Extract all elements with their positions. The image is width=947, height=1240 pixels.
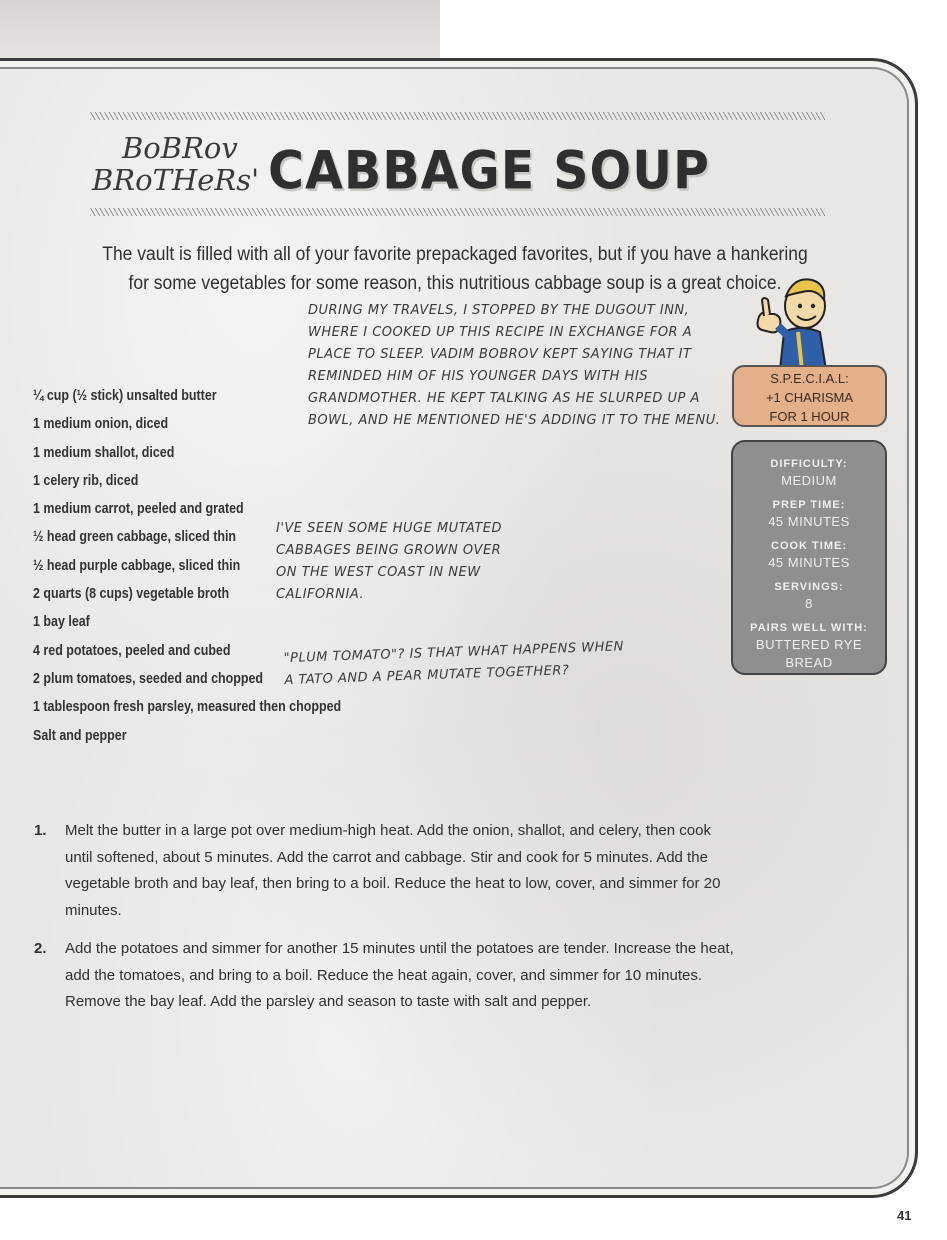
pairs-with-value: BUTTERED RYE BREAD	[755, 637, 863, 670]
ingredients-list	[33, 382, 391, 750]
special-duration: FOR 1 HOUR	[769, 409, 850, 424]
pairs-with-label: PAIRS WELL WITH:	[750, 622, 868, 634]
title-script-line1: BoBRov	[122, 131, 238, 165]
ingredient-item: ½ head purple cabbage, sliced thin	[33, 557, 241, 574]
difficulty-label: DIFFICULTY:	[770, 458, 848, 470]
ingredient-item: 1 bay leaf	[33, 614, 90, 631]
cook-time-value: 45 MINUTES	[768, 555, 850, 570]
step-text: Add the potatoes and simmer for another 15 minutes until the potatoes are tender. Increase the heat, add the tomatoes, and bring to a boil. Reduce the heat again, cover, and simmer for 10 minutes. Remove the bay leaf. Add the parsley and season to taste with salt and pepper.	[65, 940, 734, 1010]
note-dugout-inn: DURING MY TRAVELS, I STOPPED BY THE DUGOUT INN, WHERE I COOKED UP THIS RECIPE IN EXCHANGE FOR A PLACE TO SLEEP. VADIM BOBROV KEPT SAYING THAT IT REMINDED HIM OF HIS YOUNGER DAYS WITH HIS GRANDMOTHER. HE KEPT TALKING AS HE SLURPED UP A BOWL, AND HE MENTIONED HE'S ADDING IT TO THE MENU.	[308, 303, 721, 428]
instruction-step	[34, 936, 734, 1016]
title-script-line2: BRoTHeRs'	[92, 163, 260, 197]
instruction-step	[34, 818, 734, 924]
special-bonus-box	[732, 365, 887, 427]
ingredient-item: Salt and pepper	[33, 727, 127, 744]
ingredient-item: 1 medium onion, diced	[33, 416, 169, 433]
hatch-divider-bottom	[90, 208, 825, 216]
difficulty-value: MEDIUM	[781, 473, 837, 488]
step-number: 1.	[34, 822, 47, 839]
special-title: S.P.E.C.I.A.L:	[770, 371, 849, 386]
prep-time-value: 45 MINUTES	[768, 514, 850, 529]
ingredient-item: 1 medium shallot, diced	[33, 444, 175, 461]
ingredient-item: 2 plum tomatoes, seeded and chopped	[33, 670, 264, 687]
ingredient-item: ½ head green cabbage, sliced thin	[33, 529, 237, 546]
hatch-divider-top	[90, 112, 825, 120]
vault-boy-thumbs-up-icon	[750, 270, 850, 370]
note-mutated-cabbages: I'VE SEEN SOME HUGE MUTATED CABBAGES BEING GROWN OVER ON THE WEST COAST IN NEW CALIFORNIA.	[276, 521, 503, 602]
ingredient-item: 1 tablespoon fresh parsley, measured then chopped	[33, 699, 342, 716]
note-plum-tomato: "PLUM TOMATO"? IS THAT WHAT HAPPENS WHEN A TATO AND A PEAR MUTATE TOGETHER?	[283, 639, 625, 689]
prep-time-label: PREP TIME:	[772, 499, 846, 511]
step-text: Melt the butter in a large pot over medium-high heat. Add the onion, shallot, and celery, then cook until softened, about 5 minutes. Add the carrot and cabbage. Stir and cook for 5 minutes. Add the vegetable broth and bay leaf, then bring to a boil. Reduce the heat to low, cover, and simmer for 20 minutes.	[65, 822, 721, 919]
ingredient-item: ¼ cup (½ stick) unsalted butter	[33, 388, 217, 404]
ingredient-item: 1 celery rib, diced	[33, 472, 139, 489]
top-strip-cut	[440, 0, 947, 58]
page-title: CABBAGE SOUP	[268, 140, 710, 202]
ingredient-item: 1 medium carrot, peeled and grated	[33, 501, 244, 518]
ingredient-item: 4 red potatoes, peeled and cubed	[33, 642, 231, 659]
cook-time-label: COOK TIME:	[771, 540, 847, 552]
ingredient-item: 2 quarts (8 cups) vegetable broth	[33, 586, 230, 603]
instructions-list	[34, 818, 734, 1028]
special-stat: +1 CHARISMA	[765, 390, 854, 405]
servings-label: SERVINGS:	[774, 581, 844, 593]
page-number: 41	[897, 1208, 912, 1223]
servings-value: 8	[805, 596, 813, 611]
step-number: 2.	[34, 940, 47, 957]
recipe-info-box	[731, 440, 887, 675]
intro-text: The vault is filled with all of your favorite prepackaged favorites, but if you have a hankering for some vegetables for some reason, this nutritious cabbage soup is a great choice.	[102, 244, 808, 294]
